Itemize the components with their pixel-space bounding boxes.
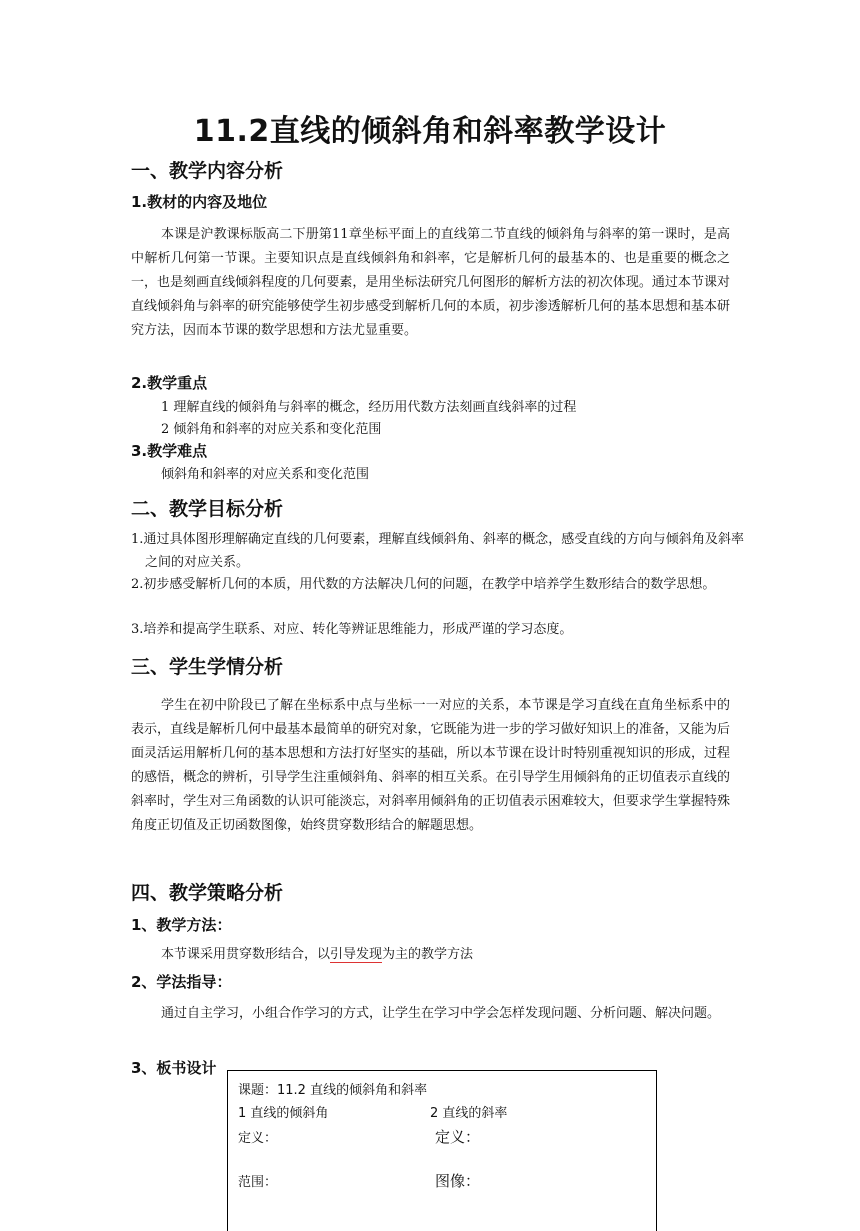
- document-title: 11.2直线的倾斜角和斜率教学设计: [193, 114, 667, 149]
- paragraph-study-guide: 通过自主学习，小组合作学习的方式，让学生在学习中学会怎样发现问题、分析问题、解决问题。: [161, 1006, 721, 1021]
- subheading-key-points: 2.教学重点: [131, 374, 208, 392]
- board-col2-definition: 定义：: [435, 1128, 481, 1146]
- section-heading-goal-analysis: 二、教学目标分析: [131, 498, 284, 520]
- subheading-teaching-method: 1、教学方法：: [131, 916, 232, 934]
- goal-item: 3.培养和提高学生联系、对应、转化等辨证思维能力，形成严谨的学习态度。: [131, 622, 573, 637]
- board-col2-image: 图像：: [435, 1172, 481, 1190]
- board-topic: 课题：11.2 直线的倾斜角和斜率: [238, 1083, 428, 1098]
- subheading-board-design: 3、板书设计: [131, 1059, 217, 1077]
- key-point-item: 2 倾斜角和斜率的对应关系和变化范围: [161, 422, 382, 437]
- subheading-study-guide: 2、学法指导：: [131, 973, 232, 991]
- board-col1-definition: 定义：: [238, 1131, 278, 1146]
- paragraph-material-position: 本课是沪教课标版高二下册第11章坐标平面上的直线第二节直线的倾斜角与斜率的第一课时，是高中解析几何第一节课。主要知识点是直线倾斜角和斜率，它是解析几何的最基本的、也是重要的概念之一，也是刻画直线倾斜程度的几何要素，是用坐标法研究几何图形的解析方法的初次体现。通过本节课对直线倾斜角与斜率的研究能够使学生初步感受到解析几何的本质，初步渗透解析几何的基本思想和基本研究方法，因而本节课的数学思想和方法尤显重要。: [131, 227, 730, 338]
- paragraph-student-analysis: 学生在初中阶段已了解在坐标系中点与坐标一一对应的关系，本节课是学习直线在直角坐标系中的表示，直线是解析几何中最基本最简单的研究对象，它既能为进一步的学习做好知识上的准备，又能为后面灵活运用解析几何的基本思想和方法打好坚实的基础，所以本节课在设计时特别重视知识的形成，过程的感悟，概念的辨析，引导学生注重倾斜角、斜率的相互关系。在引导学生用倾斜角的正切值表示直线的斜率时，学生对三角函数的认识可能淡忘，对斜率用倾斜角的正切值表示困难较大，但要求学生掌握特殊角度正切值及正切函数图像，始终贯穿数形结合的解题思想。: [131, 698, 730, 833]
- section-heading-strategy-analysis: 四、教学策略分析: [131, 882, 284, 904]
- board-col1-range: 范围：: [238, 1175, 278, 1190]
- board-col2-title: 2 直线的斜率: [430, 1106, 508, 1121]
- guided-discovery-mark: 引导发现: [330, 947, 383, 962]
- section-heading-student-analysis: 三、学生学情分析: [131, 656, 284, 678]
- teaching-method-text-pre: 本节课采用贯穿数形结合，以: [161, 947, 331, 962]
- difficult-point-text: 倾斜角和斜率的对应关系和变化范围: [161, 467, 370, 482]
- board-col1-title: 1 直线的倾斜角: [238, 1106, 329, 1121]
- goal-item: 2.初步感受解析几何的本质，用代数的方法解决几何的问题，在教学中培养学生数形结合的数学思想。: [131, 577, 716, 592]
- section-heading-content-analysis: 一、教学内容分析: [131, 160, 284, 182]
- teaching-method-text: [161, 943, 473, 962]
- subheading-material-position: 1.教材的内容及地位: [131, 193, 268, 211]
- key-point-item: 1 理解直线的倾斜角与斜率的概念，经历用代数方法刻画直线斜率的过程: [161, 400, 577, 415]
- teaching-method-text-post: 为主的教学方法: [382, 947, 474, 962]
- board-design-box: [227, 1070, 657, 1231]
- goal-item: 1.通过具体图形理解确定直线的几何要素，理解直线倾斜角、斜率的概念，感受直线的方向与倾斜角及斜率之间的对应关系。: [131, 532, 744, 570]
- subheading-difficult-points: 3.教学难点: [131, 442, 208, 460]
